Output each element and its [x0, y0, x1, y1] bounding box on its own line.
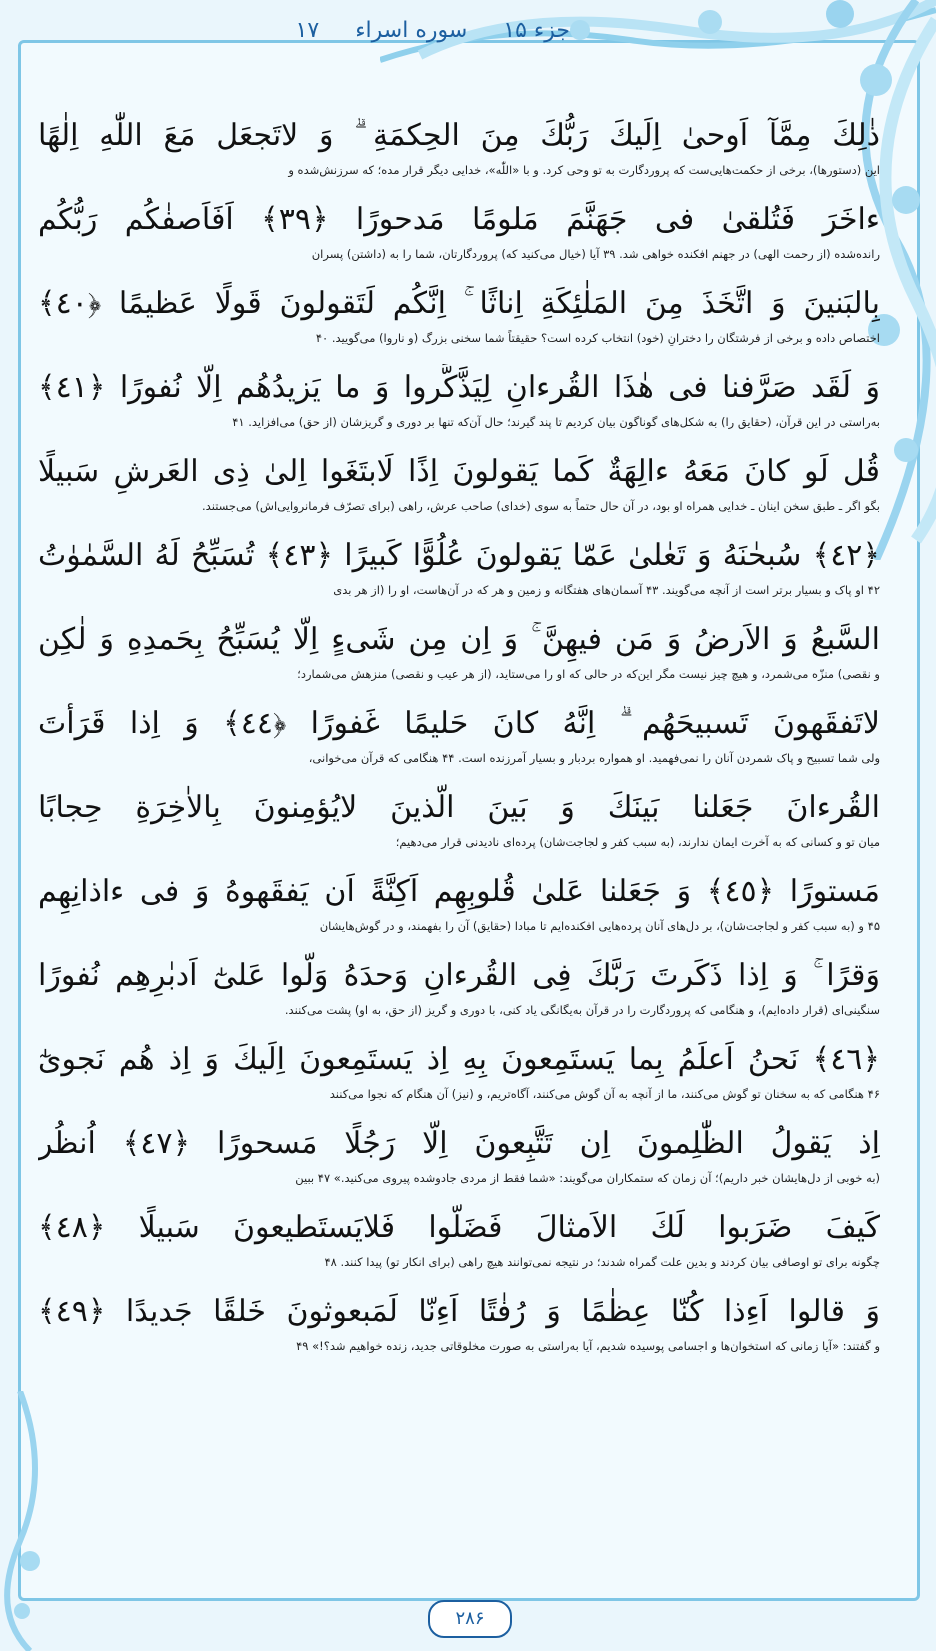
arabic-line: مَستورًا ﴿٤٥﴾ وَ جَعَلنا عَلىٰ قُلوبِهِم اَكِنَّةً اَن يَفقَهوهُ وَ فی ءاذانِهِم [38, 874, 880, 909]
juz-label: جزء ۱۵ [503, 17, 570, 43]
verse-block [38, 112, 880, 196]
arabic-line: وَ قالوا اَءِذا كُنّا عِظٰمًا وَ رُفٰتًا اَءِنّا لَمَبعوثونَ خَلقًا جَديدًا ﴿٤٩﴾ [38, 1294, 880, 1329]
verse-block [38, 364, 880, 448]
page-number: ۲۸۶ [428, 1600, 512, 1638]
translation-line: ولی شما تسبیح و پاک شمردن آنان را نمی‌فهمید. او همواره بردبار و بسیار آمرزنده است. ۴۴ هنگامی که قرآن می‌خوانی، [308, 751, 880, 765]
verse-block [38, 1288, 880, 1372]
verse-block [38, 280, 880, 364]
arabic-line: السَّبعُ وَ الاَرضُ وَ مَن فيهِنَّ ۚ وَ اِن مِن شَیءٍ اِلّا يُسَبِّحُ بِحَمدِهِ وَ لٰكِن [38, 622, 880, 657]
translation-line: به‌راستی در این قرآن، (حقایق را) به شکل‌های گوناگون بیان کردیم تا پند گیرند؛ حال آن‌که تنها بر دوری و گریزشان (از حق) می‌افزاید. ۴۱ [232, 415, 880, 429]
translation-line: میان تو و کسانی که به آخرت ایمان ندارند، (به سبب کفر و لجاجت‌شان) پرده‌ای نادیدنی قرار می‌دهیم؛ [395, 835, 880, 849]
translation-line: و نقصی) منزّه می‌شمرد، و هیچ چیز نیست مگر این‌که در حالی که او را می‌ستاید، (از هر عیب و نقصی) منزهش می‌شمارد؛ [297, 667, 880, 681]
page-header [150, 8, 570, 52]
translation-line: و گفتند: «آیا زمانی که استخوان‌ها و اجسامی پوسیده شدیم، آیا به‌راستی به صورت مخلوقاتی جدید، زنده خواهیم شد؟!» ۴۹ [296, 1339, 880, 1353]
translation-line: این (دستورها)، برخی از حکمت‌هایی‌ست که پروردگارت به تو وحی کرد. و با «اللّٰه»، خدایی دیگر قرار مده؛ که سرزنش‌شده و [288, 163, 880, 177]
arabic-line: اِذ يَقولُ الظّٰلِمونَ اِن تَتَّبِعونَ اِلّا رَجُلًا مَسحورًا ﴿٤٧﴾ اُنظُر [38, 1126, 880, 1161]
arabic-line: ﴿٤٢﴾ سُبحٰنَهُ وَ تَعٰلىٰ عَمّا يَقولونَ عُلُوًّا كَبيرًا ﴿٤٣﴾ تُسَبِّحُ لَهُ السَّمٰوٰتُ [38, 538, 880, 573]
arabic-line: بِالبَنينَ وَ اتَّخَذَ مِنَ المَلٰئِكَةِ اِناثًا ۚ اِنَّكُم لَتَقولونَ قَولًا عَظيمًا ﴿٤٠﴾ [38, 286, 880, 321]
verse-block [38, 784, 880, 868]
arabic-line: ءاخَرَ فَتُلقىٰ فی جَهَنَّمَ مَلومًا مَدحورًا ﴿٣٩﴾ اَفَاَصفٰكُم رَبُّكُم [38, 202, 880, 237]
translation-line: ۴۵ و (به سبب کفر و لجاجت‌شان)، بر دل‌های آنان پرده‌هایی افکنده‌ایم تا مبادا (حقایق) آن را بفهمند، و در گوش‌هایشان [319, 919, 880, 933]
translation-line: چگونه برای تو اوصافی بیان کردند و بدین علت گمراه شدند؛ در نتیجه نمی‌توانند هیچ راهی (برای انکار تو) پیدا کنند. ۴۸ [324, 1255, 880, 1269]
translation-line: سنگینی‌ای (قرار داده‌ایم)، و هنگامی که پروردگارت را در قرآن به‌یگانگی یاد کنی، با دوری و گریز (از حق، به او) پشت می‌کنند. [284, 1003, 880, 1017]
arabic-line: ﴿٤٦﴾ نَحنُ اَعلَمُ بِما يَستَمِعونَ بِهِ اِذ يَستَمِعونَ اِلَيكَ وَ اِذ هُم نَجوىٰٓ [38, 1042, 880, 1077]
verse-block [38, 448, 880, 532]
verse-block [38, 532, 880, 616]
verse-block [38, 616, 880, 700]
arabic-line: القُرءانَ جَعَلنا بَينَكَ وَ بَينَ الَّذينَ لايُؤمِنونَ بِالاٰخِرَةِ حِجابًا [38, 790, 880, 825]
floral-ornament-left [0, 1391, 60, 1651]
arabic-line: وَقرًا ۚ وَ اِذا ذَكَرتَ رَبَّكَ فِی القُرءانِ وَحدَهُ وَلَّوا عَلىٰٓ اَدبٰرِهِم نُفورًا [38, 958, 880, 993]
verse-list [38, 112, 880, 1372]
verse-block [38, 868, 880, 952]
arabic-line: قُل لَو كانَ مَعَهُ ءالِهَةٌ كَما يَقولونَ اِذًا لَابتَغَوا اِلىٰ ذِى العَرشِ سَبيلًا [38, 454, 880, 489]
verse-block [38, 1036, 880, 1120]
surah-number: ۱۷ [295, 17, 320, 43]
arabic-line: لاتَفقَهونَ تَسبيحَهُم ۗ اِنَّهُ كانَ حَليمًا غَفورًا ﴿٤٤﴾ وَ اِذا قَرَأتَ [38, 706, 880, 741]
verse-block [38, 196, 880, 280]
translation-line: (به خوبی از دل‌هایشان خبر داریم)؛ آن زمان که ستمکاران می‌گویند: «شما فقط از مردی جادوشده پیروی می‌کنید.» ۴۷ ببین [295, 1171, 880, 1185]
arabic-line: ذٰلِكَ مِمَّآ اَوحىٰ اِلَيكَ رَبُّكَ مِنَ الحِكمَةِ ۗ وَ لاتَجعَل مَعَ اللّٰهِ اِلٰهًا [38, 118, 880, 153]
arabic-line: وَ لَقَد صَرَّفنا فی هٰذَا القُرءانِ لِيَذَّكَّروا وَ ما يَزيدُهُم اِلّا نُفورًا ﴿٤١﴾ [38, 370, 880, 405]
translation-line: ۴۲ او پاک و بسیار برتر است از آنچه می‌گویند. ۴۳ آسمان‌های هفتگانه و زمین و هر که در آن‌هاست، او را (از هر بدی [333, 583, 880, 597]
verse-block [38, 700, 880, 784]
translation-line: بگو اگر ـ طبق سخن اینان ـ خدایی همراه او بود، در آن حال حتماً به سوی (خدای) صاحب عرش، راهی (برای تصرّف فرمانروایی‌اش) می‌جستند. [202, 499, 880, 513]
translation-line: رانده‌شده (از رحمت الهی) در جهنم افکنده خواهی شد. ۳۹ آیا (خیال می‌کنید که) پروردگارتان، شما را به (داشتن) پسران [311, 247, 880, 261]
arabic-line: كَيفَ ضَرَبوا لَكَ الاَمثالَ فَضَلّوا فَلايَستَطيعونَ سَبيلًا ﴿٤٨﴾ [38, 1210, 880, 1245]
verse-block [38, 1120, 880, 1204]
translation-line: اختصاص داده و برخی از فرشتگان را دخترانِ (خود) انتخاب کرده است؟ حقیقتاً شما سخنی بزرگ (و ناروا) می‌گویید. ۴۰ [315, 331, 880, 345]
surah-name: سوره اسراء [355, 17, 468, 43]
verse-block [38, 1204, 880, 1288]
translation-line: ۴۶ هنگامی که به سخنان تو گوش می‌کنند، ما از آنچه به آن گوش می‌کنند، آگاه‌تریم، و (نیز) آن هنگام که نجوا می‌کنند [329, 1087, 880, 1101]
verse-block [38, 952, 880, 1036]
